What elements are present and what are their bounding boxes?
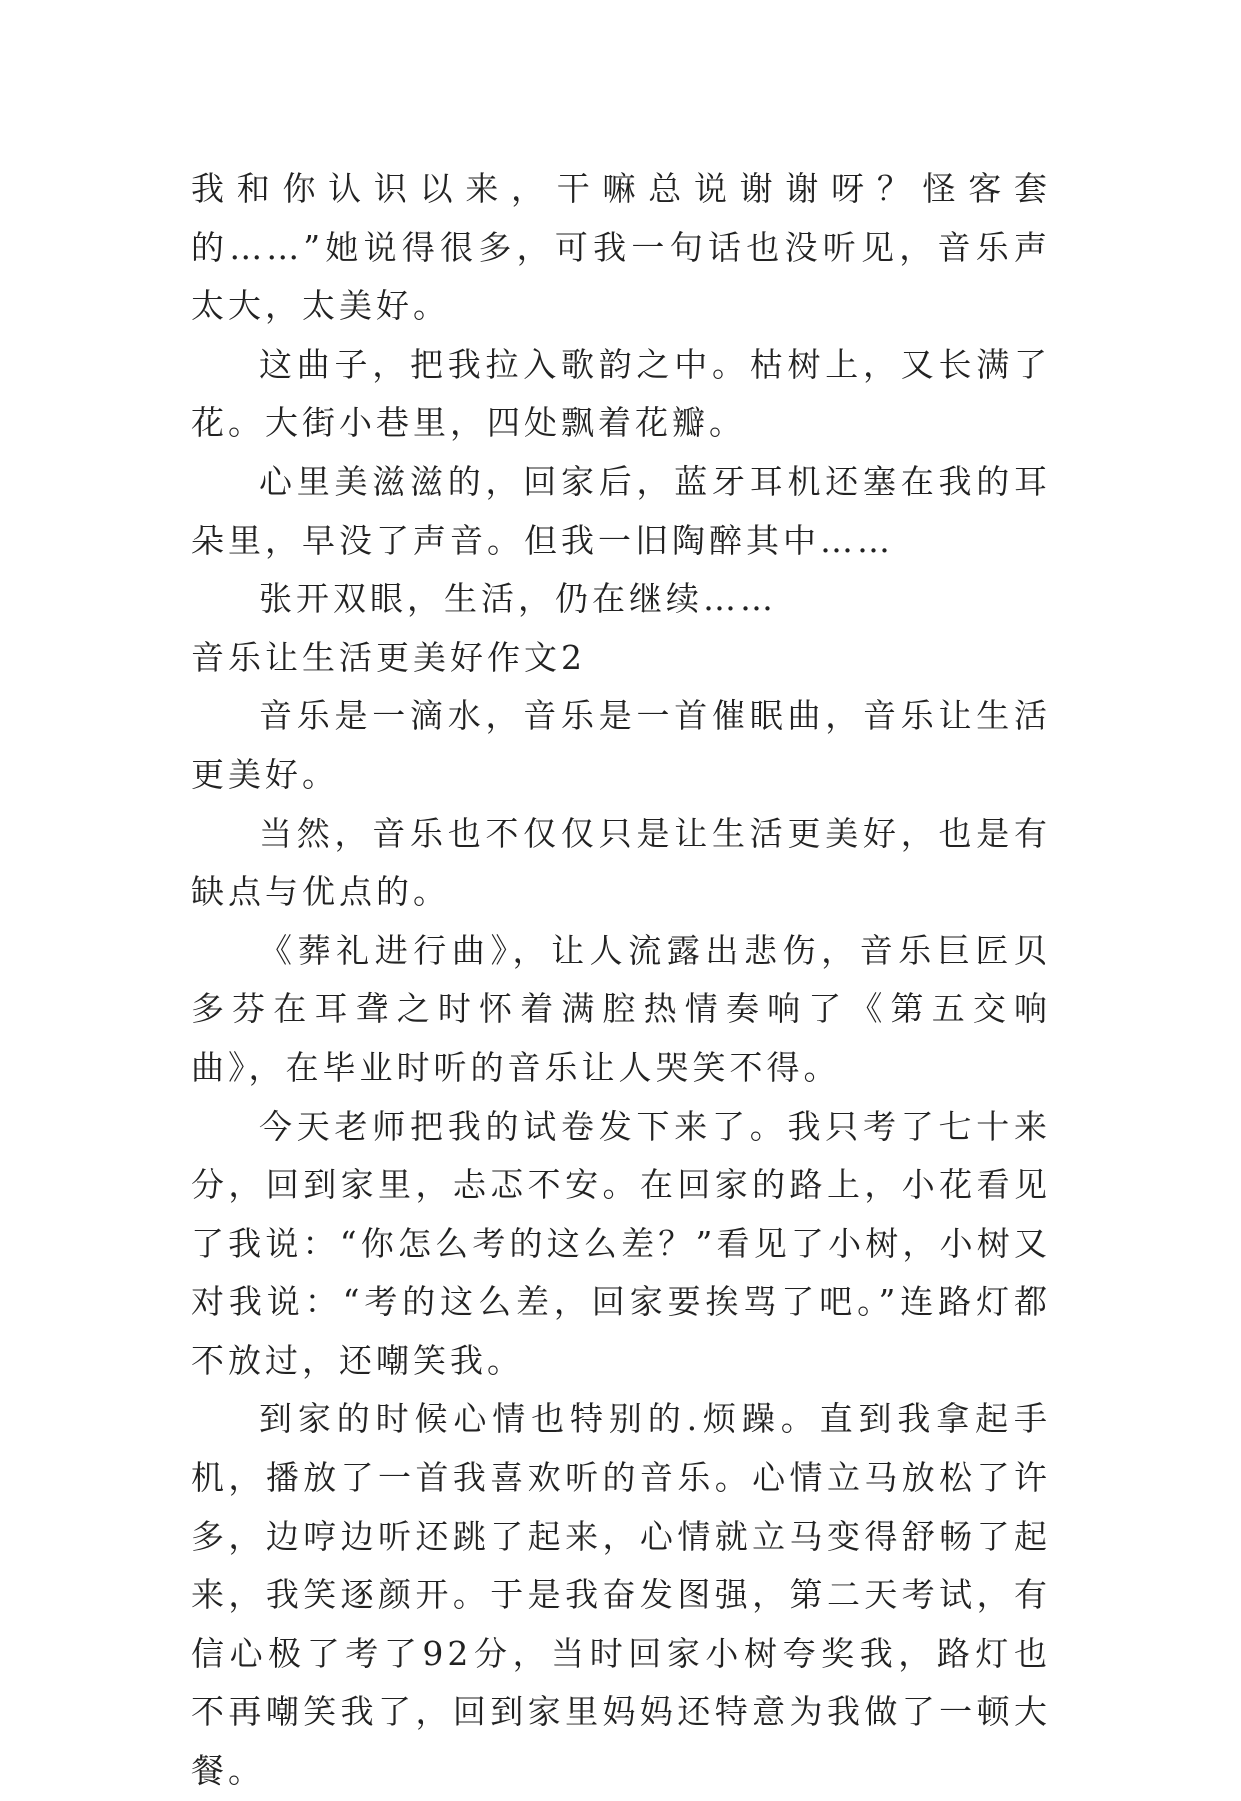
paragraph: 当然，音乐也不仅仅只是让生活更美好，也是有缺点与优点的。 [191, 813, 1051, 912]
paragraph: 心里美滋滋的，回家后，蓝牙耳机还塞在我的耳朵里，早没了声音。但我一旧陶醉其中…… [191, 461, 1051, 560]
paragraph: 我和你认识以来，干嘛总说谢谢呀？怪客套的……”她说得很多，可我一句话也没听见，音乐声太大，太美好。 [191, 169, 1051, 326]
paragraph: 今天老师把我的试卷发下来了。我只考了七十来分，回到家里，忐忑不安。在回家的路上，小花看见了我说：“你怎么考的这么差？”看见了小树，小树又对我说：“考的这么差，回家要挨骂了吧。”连路灯都不放过，还嘲笑我。 [191, 1106, 1051, 1380]
section-heading: 音乐让生活更美好作文2 [191, 637, 586, 677]
paragraph: 到家的时候心情也特别的.烦躁。直到我拿起手机，播放了一首我喜欢听的音乐。心情立马放松了许多，边哼边听还跳了起来，心情就立马变得舒畅了起来，我笑逐颜开。于是我奋发图强，第二天考试，有信心极了考了92分，当时回家小树夸奖我，路灯也不再嘲笑我了，回到家里妈妈还特意为我做了一顿大餐。 [191, 1399, 1051, 1791]
paragraph: 这曲子，把我拉入歌韵之中。枯树上，又长满了花。大街小巷里，四处飘着花瓣。 [191, 344, 1051, 443]
paragraph: 《葬礼进行曲》，让人流露出悲伤，音乐巨匠贝多芬在耳聋之时怀着满腔热情奏响了《第五交响曲》，在毕业时听的音乐让人哭笑不得。 [191, 930, 1051, 1087]
document-body [191, 160, 1051, 1801]
paragraph: 音乐是一滴水，音乐是一首催眠曲，音乐让生活更美好。 [191, 696, 1051, 794]
paragraph: 张开双眼，生活，仍在继续…… [259, 579, 777, 619]
